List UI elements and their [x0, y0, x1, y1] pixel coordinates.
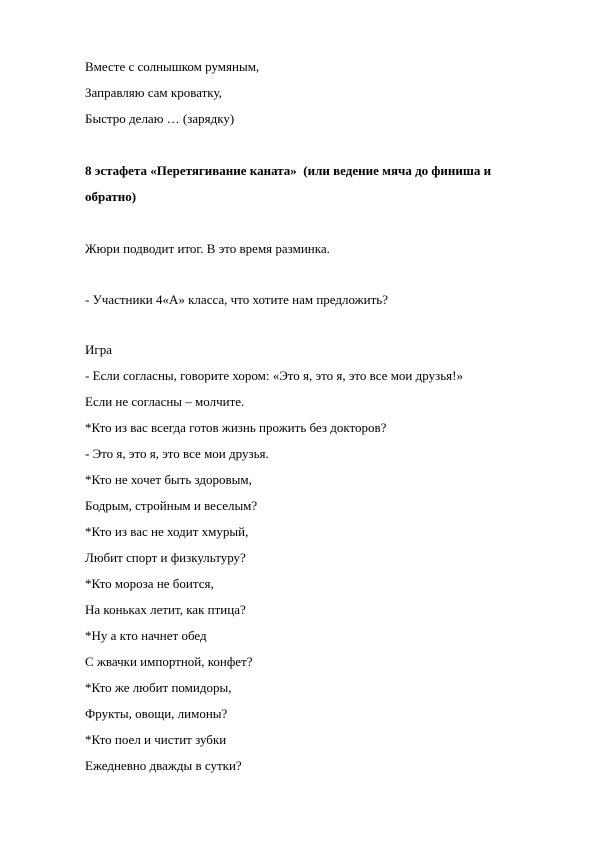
game-line: *Кто не хочет быть здоровым, [85, 472, 252, 487]
poem-line: Заправляю сам кроватку, [85, 85, 222, 100]
game-line: *Кто мороза не боится, [85, 576, 214, 591]
question-text: - Участники 4«А» класса, что хотите нам предложить? [85, 292, 388, 307]
game-line: *Кто же любит помидоры, [85, 680, 232, 695]
game-line: Если не согласны – молчите. [85, 394, 245, 409]
game-line: *Кто из вас всегда готов жизнь прожить без докторов? [85, 420, 387, 435]
game-line: Фрукты, овощи, лимоны? [85, 706, 228, 721]
relay-note: (или ведение мяча до финиша и [303, 163, 492, 178]
game-line: С жвачки импортной, конфет? [85, 654, 253, 669]
game-line: - Если согласны, говорите хором: «Это я, это я, это все мои друзья!» [85, 368, 463, 383]
game-line: *Ну а кто начнет обед [85, 628, 207, 643]
game-title: Игра [85, 342, 112, 357]
game-line: На коньках летит, как птица? [85, 602, 246, 617]
relay-title: 8 эстафета «Перетягивание каната» [85, 163, 297, 178]
relay-heading-line2: обратно) [85, 189, 137, 204]
relay-heading-line1 [85, 163, 491, 179]
game-line: *Кто поел и чистит зубки [85, 732, 227, 747]
poem-line: Вместе с солнышком румяным, [85, 59, 260, 74]
game-line: *Кто из вас не ходит хмурый, [85, 524, 249, 539]
game-line: - Это я, это я, это все мои друзья. [85, 446, 269, 461]
game-line: Любит спорт и физкультуру? [85, 550, 246, 565]
jury-text: Жюри подводит итог. В это время разминка. [85, 241, 330, 256]
game-line: Ежедневно дважды в сутки? [85, 758, 242, 773]
poem-line: Быстро делаю … (зарядку) [85, 111, 235, 126]
game-line: Бодрым, стройным и веселым? [85, 498, 258, 513]
